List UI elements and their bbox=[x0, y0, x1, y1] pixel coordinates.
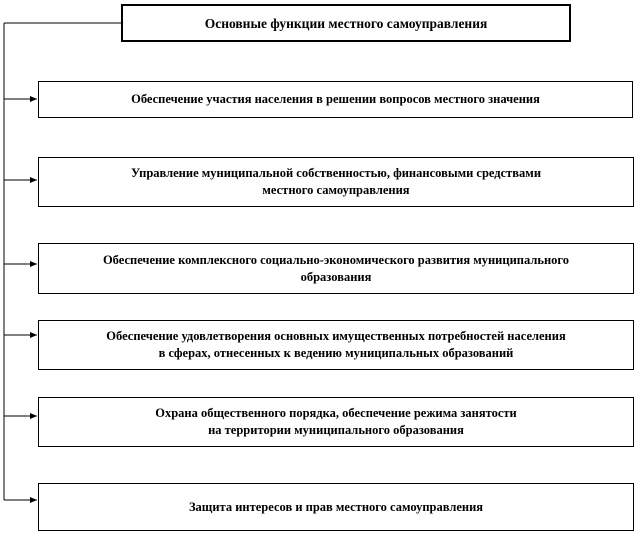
function-box bbox=[38, 483, 634, 531]
function-box bbox=[38, 320, 634, 370]
function-box bbox=[38, 81, 633, 118]
function-label: Охрана общественного порядка, обеспечение режима занятости на территории муниципального образования bbox=[155, 406, 517, 437]
function-label: Обеспечение удовлетворения основных имущественных потребностей населения в сферах, отнесенных к ведению муниципальных образований bbox=[106, 329, 566, 360]
function-box bbox=[38, 397, 634, 447]
function-label: Обеспечение участия населения в решении вопросов местного значения bbox=[131, 92, 540, 106]
diagram-title: Основные функции местного самоуправления bbox=[204, 15, 488, 31]
function-label: Обеспечение комплексного социально-экономического развития муниципального образования bbox=[102, 252, 570, 284]
function-box bbox=[38, 243, 634, 294]
function-box bbox=[38, 157, 634, 207]
function-label: Управление муниципальной собственностью, финансовыми средствами местного самоуправления bbox=[130, 166, 542, 197]
function-label: Защита интересов и прав местного самоуправления bbox=[188, 499, 484, 514]
title-box bbox=[121, 4, 571, 42]
